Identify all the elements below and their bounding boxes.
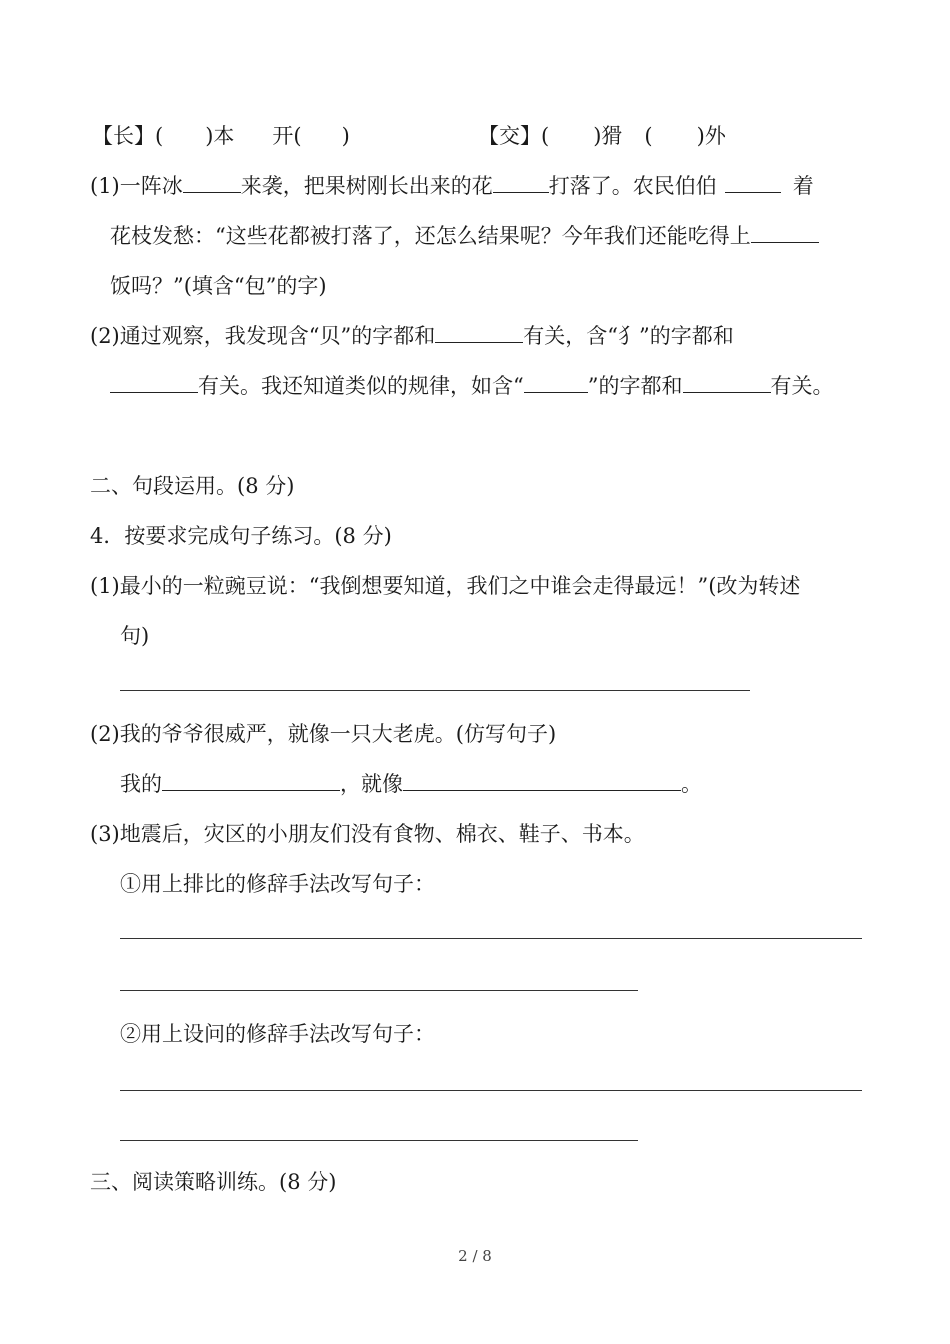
section-3-heading: 三、阅读策略训练。(8 分)	[90, 1170, 337, 1194]
item-number: (3)	[90, 822, 120, 846]
fill-blank[interactable]	[183, 172, 241, 193]
text: 最小的一粒豌豆说：“我倒想要知道，我们之中谁会走得最远！”(改为转述	[119, 574, 801, 598]
answer-line[interactable]	[120, 990, 638, 991]
question-4-3	[90, 820, 645, 848]
question-4-heading: 4．按要求完成句子练习。(8 分)	[90, 524, 392, 548]
question-3-2-line-1	[90, 322, 734, 350]
fill-blank[interactable]	[683, 372, 771, 393]
jiao-word-1: 猾	[601, 124, 623, 148]
text: 着	[792, 174, 814, 198]
fill-blank[interactable]	[524, 372, 588, 393]
answer-line[interactable]	[120, 938, 862, 939]
chang-word-2: 开	[272, 124, 294, 148]
text: 通过观察，我发现含“贝”的字都和	[119, 324, 436, 348]
word-row	[92, 122, 350, 150]
fill-blank[interactable]	[725, 172, 781, 193]
question-3-1-line-3	[110, 272, 327, 300]
item-number: (1)	[90, 574, 120, 598]
text: 来袭，把果树刚长出来的花	[240, 174, 493, 198]
item-number: (2)	[90, 722, 120, 746]
fill-blank[interactable]	[162, 770, 340, 791]
chang-label: 【长】	[92, 124, 155, 148]
text: 我的爷爷很威严，就像一只大老虎。(仿写句子)	[119, 722, 557, 746]
question-3-1-line-2	[110, 222, 819, 250]
fill-blank[interactable]	[435, 322, 523, 343]
text: 有关。	[770, 374, 834, 398]
paren-blank[interactable]: ( )	[293, 124, 350, 148]
chang-word-1: 本	[213, 124, 235, 148]
text: 地震后，灾区的小朋友们没有食物、棉衣、鞋子、书本。	[119, 822, 645, 846]
answer-line[interactable]	[120, 1140, 638, 1141]
text: 有关。我还知道类似的规律，如含“	[198, 374, 524, 398]
jiao-label: 【交】	[478, 124, 541, 148]
text: 一阵冰	[119, 174, 183, 198]
answer-line[interactable]	[120, 690, 750, 691]
text: 打落了。农民伯伯	[548, 174, 717, 198]
fill-blank[interactable]	[403, 770, 681, 791]
question-3-1-line-1	[90, 172, 814, 200]
question-4-2	[90, 720, 556, 748]
text: 花枝发愁：“这些花都被打落了，还怎么结果呢？今年我们还能吃得上	[110, 224, 751, 248]
text: ，就像	[340, 772, 403, 796]
question-4-1-cont: 句)	[120, 624, 150, 648]
question-4-3-sub-2: ②用上设问的修辞手法改写句子：	[120, 1022, 435, 1046]
text: 有关，含“犭”的字都和	[523, 324, 734, 348]
fill-blank[interactable]	[493, 172, 549, 193]
question-4-1	[90, 572, 800, 600]
page-number: 2 / 8	[458, 1247, 492, 1265]
question-3-2-line-2	[110, 372, 834, 400]
text: ”的字都和	[587, 374, 683, 398]
answer-line[interactable]	[120, 1090, 862, 1091]
question-4-3-sub-1: ①用上排比的修辞手法改写句子：	[120, 872, 435, 896]
paren-blank[interactable]: ( )	[644, 124, 705, 148]
text: 饭吗？”(填含“包”的字)	[110, 274, 327, 298]
section-2-heading: 二、句段运用。(8 分)	[90, 474, 295, 498]
paren-blank[interactable]: ( )	[541, 124, 602, 148]
text: 我的	[120, 772, 162, 796]
item-number: (1)	[90, 174, 120, 198]
word-row-jiao	[478, 122, 726, 150]
question-4-2-answer	[120, 770, 702, 798]
fill-blank[interactable]	[751, 222, 819, 243]
text: 。	[681, 772, 702, 796]
fill-blank[interactable]	[110, 372, 198, 393]
paren-blank[interactable]: ( )	[155, 124, 214, 148]
jiao-word-2: 外	[704, 124, 726, 148]
item-number: (2)	[90, 324, 120, 348]
